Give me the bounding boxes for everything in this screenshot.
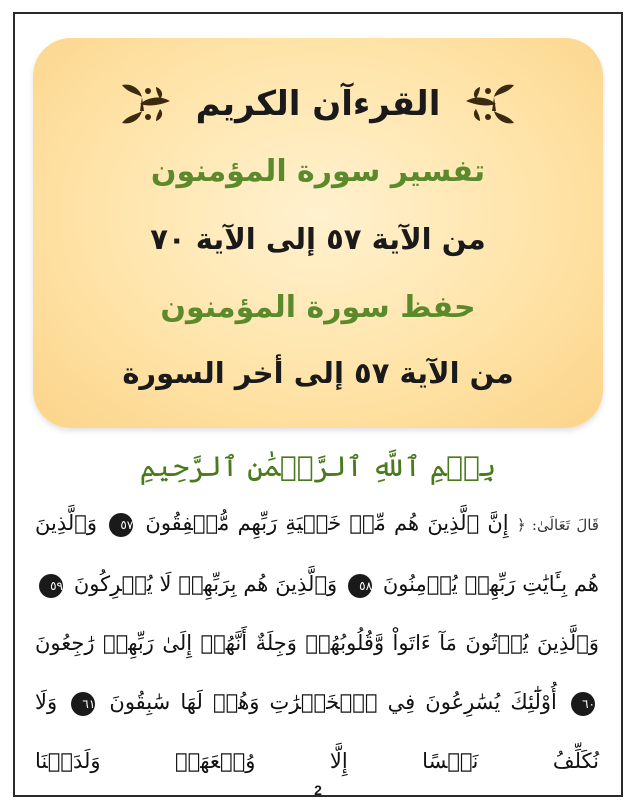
ayah-number-60: ٦٠ (571, 692, 595, 716)
verse-61: أُوْلَٰٓئِكَ يُسَٰرِعُونَ فِي ٱلۡخَيۡرَٰتِ وَهُمۡ لَهَا سَٰبِقُونَ (109, 690, 557, 714)
page-number: 2 (314, 782, 322, 798)
verse-58: وَٱلَّذِينَ هُم بِـَٔايَٰتِ رَبِّهِمۡ يُؤۡمِنُونَ (35, 511, 599, 596)
card-title-row (33, 74, 603, 134)
tafsir-heading: تفسير سورة المؤمنون (150, 154, 486, 189)
ayah-number-61: ٦١ (71, 692, 95, 716)
hifz-range: من الآية ٥٧ إلى أخر السورة (122, 356, 514, 390)
floral-ornament-icon (118, 79, 174, 129)
verse-60: وَٱلَّذِينَ يُؤۡتُونَ مَآ ءَاتَواْ وَّقُلُوبُهُمۡ وَجِلَةٌ أَنَّهُمۡ إِلَىٰ رَبِّهِمۡ رَٰجِعُونَ (35, 631, 599, 655)
ayah-number-58: ٥٨ (348, 574, 372, 598)
card-title: القرءآن الكريم (195, 84, 441, 124)
ayah-number-57: ٥٧ (109, 513, 133, 537)
hifz-heading: حفظ سورة المؤمنون (160, 290, 476, 325)
ayah-number-59: ٥٩ (39, 574, 63, 598)
floral-ornament-icon (462, 79, 518, 129)
basmala: بِسۡمِ ٱللَّهِ ٱلرَّحۡمَٰنِ ٱلرَّحِيمِ (139, 450, 497, 483)
verse-59: وَٱلَّذِينَ هُم بِرَبِّهِمۡ لَا يُشۡرِكُونَ (73, 572, 338, 596)
verse-62: وَلَا نُكَلِّفُ نَفۡسًا إِلَّا وُسۡعَهَاۚ وَلَدَيۡنَا (35, 690, 599, 773)
verse-intro: قَالَ تَعَالَىٰ: ﴿ (516, 516, 599, 534)
page-frame (13, 12, 623, 797)
verse-block (35, 494, 599, 791)
tafsir-range: من الآية ٥٧ إلى الآية ٧٠ (150, 222, 486, 256)
verse-57: إِنَّ ٱلَّذِينَ هُم مِّنۡ خَشۡيَةِ رَبِّهِم مُّشۡفِقُونَ (145, 511, 509, 535)
title-card (33, 38, 603, 428)
